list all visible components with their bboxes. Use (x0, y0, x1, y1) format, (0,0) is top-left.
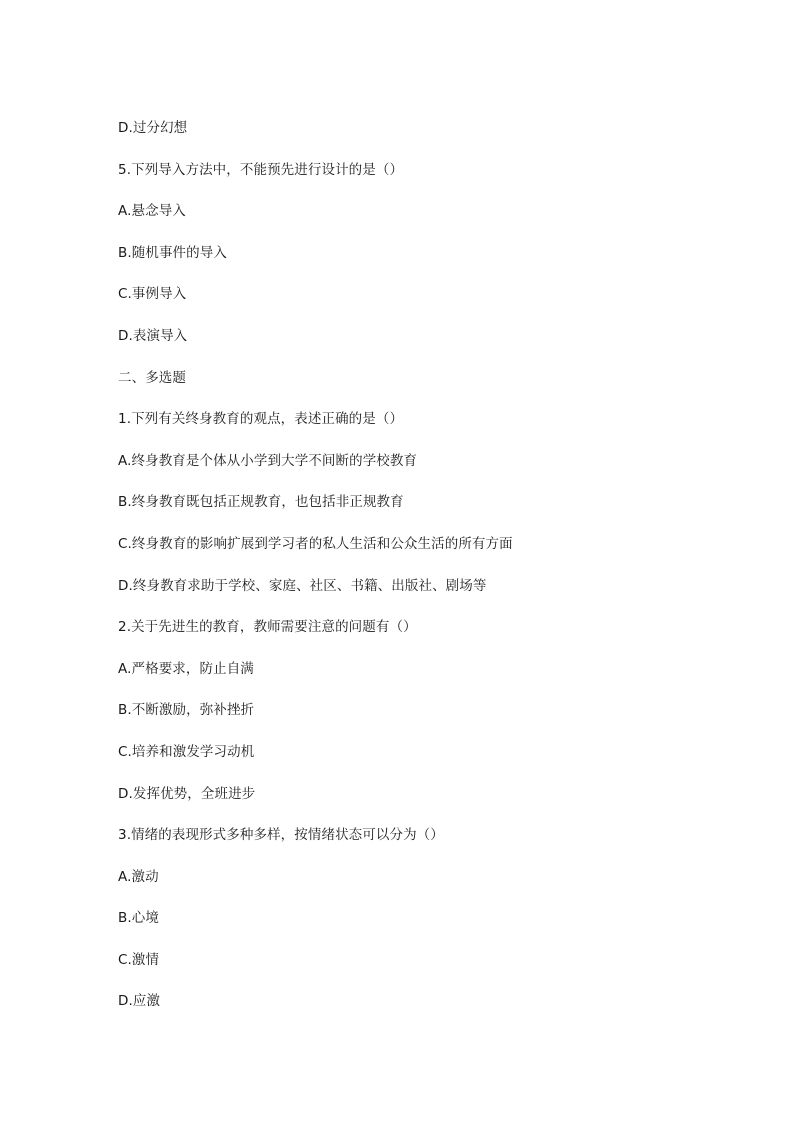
option-c-text: C.终身教育的影响扩展到学习者的私人生活和公众生活的所有方面 (118, 535, 513, 552)
option-d-text: D.应激 (118, 993, 161, 1010)
question-2-text: 2.关于先进生的教育，教师需要注意的问题有（） (118, 619, 417, 636)
option-a-text: A.严格要求，防止自满 (118, 660, 254, 677)
question-5-text: 5.下列导入方法中，不能预先进行设计的是（） (118, 161, 404, 178)
section-heading: 二、多选题 (118, 369, 186, 386)
option-d-text: D.发挥优势，全班进步 (118, 785, 256, 802)
option-c-text: C.激情 (118, 951, 160, 968)
option-a-text: A.终身教育是个体从小学到大学不间断的学校教育 (118, 452, 418, 469)
option-a-text: A.激动 (118, 868, 159, 885)
option-d-text: D.过分幻想 (118, 120, 188, 136)
document-body (118, 117, 718, 1032)
option-b-text: B.随机事件的导入 (118, 244, 227, 261)
question-3-text: 3.情绪的表现形式多种多样，按情绪状态可以分为（） (118, 827, 444, 844)
option-c-text: C.培养和激发学习动机 (118, 743, 255, 760)
question-1-text: 1.下列有关终身教育的观点，表述正确的是（） (118, 411, 404, 428)
option-c-text: C.事例导入 (118, 286, 187, 303)
option-d-text: D.终身教育求助于学校、家庭、社区、书籍、出版社、剧场等 (118, 577, 487, 594)
option-b-text: B.心境 (118, 910, 159, 927)
option-a-text: A.悬念导入 (118, 203, 186, 220)
option-b-text: B.终身教育既包括正规教育，也包括非正规教育 (118, 494, 404, 511)
option-d-text: D.表演导入 (118, 327, 188, 344)
option-b-text: B.不断激励，弥补挫折 (118, 702, 255, 719)
